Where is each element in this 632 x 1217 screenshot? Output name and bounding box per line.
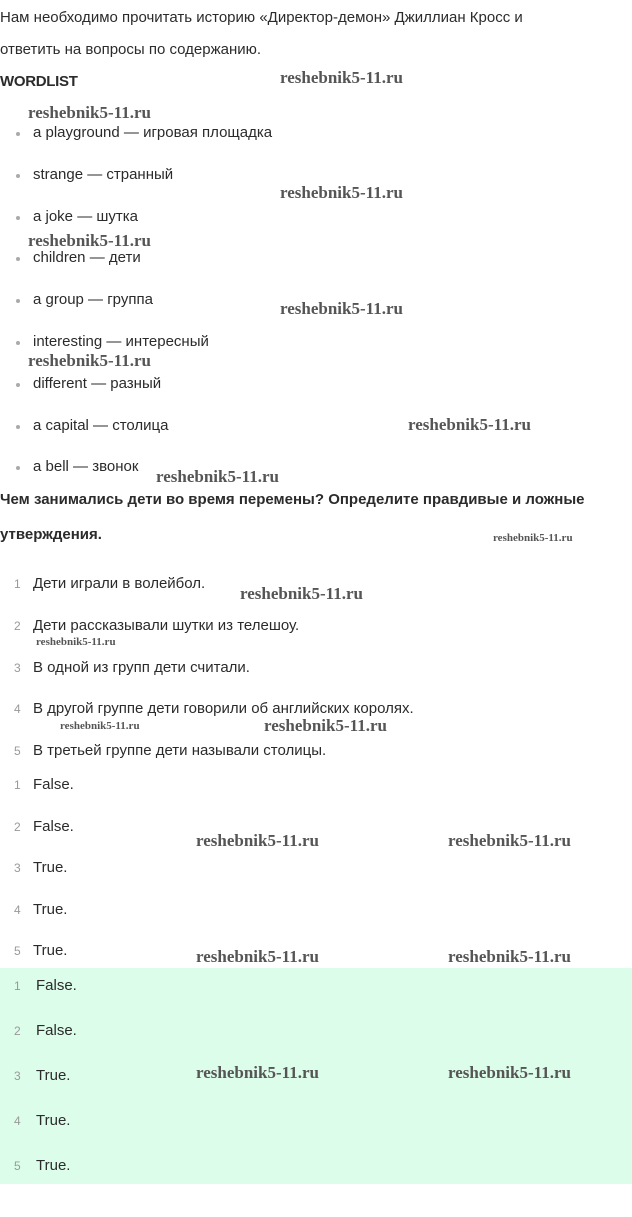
wordlist-item: a capital — столица <box>33 416 169 434</box>
question-line-2: утверждения. <box>0 526 102 543</box>
wordlist-item: a joke — шутка <box>33 207 138 225</box>
watermark-text: reshebnik5-11.ru <box>196 1063 319 1082</box>
list-item-text: В другой группе дети говорили об английских королях. <box>33 700 414 718</box>
watermark-text: reshebnik5-11.ru <box>280 68 403 87</box>
watermark-text: reshebnik5-11.ru <box>240 584 363 603</box>
bullet-icon <box>16 425 20 429</box>
item-number: 4 <box>14 1114 21 1128</box>
wordlist-item: a bell — звонок <box>33 458 139 476</box>
watermark-text: reshebnik5-11.ru <box>196 947 319 966</box>
bullet-icon <box>16 383 20 387</box>
watermark-text: reshebnik5-11.ru <box>28 231 151 250</box>
watermark-text: reshebnik5-11.ru <box>493 532 573 544</box>
wordlist-item: strange — странный <box>33 165 174 183</box>
watermark-text: reshebnik5-11.ru <box>36 636 116 648</box>
wordlist-heading: WORDLIST <box>0 73 78 90</box>
item-number: 2 <box>14 618 21 633</box>
item-number: 4 <box>14 902 21 917</box>
item-number: 3 <box>14 1069 21 1083</box>
item-number: 1 <box>14 577 21 591</box>
list-item-text: False. <box>36 977 77 994</box>
item-number: 3 <box>14 660 21 675</box>
list-item-text: Дети играли в волейбол. <box>33 575 206 592</box>
bullet-icon <box>16 299 20 303</box>
watermark-text: reshebnik5-11.ru <box>448 831 571 850</box>
list-item-text: В третьей группе дети называли столицы. <box>33 742 327 760</box>
item-number: 5 <box>14 744 21 759</box>
watermark-text: reshebnik5-11.ru <box>196 831 319 850</box>
list-item-text: True. <box>33 859 68 876</box>
item-number: 5 <box>14 944 21 958</box>
list-item-text: True. <box>36 1157 71 1174</box>
item-number: 5 <box>14 1159 21 1173</box>
wordlist-item: a group — группа <box>33 291 153 309</box>
watermark-text: reshebnik5-11.ru <box>448 1063 571 1082</box>
item-number: 4 <box>14 702 21 717</box>
list-item-text: Дети рассказывали шутки из телешоу. <box>33 616 300 634</box>
bullet-icon <box>16 216 20 220</box>
item-number: 1 <box>14 979 21 993</box>
bullet-icon <box>16 132 20 136</box>
list-item-text: False. <box>33 776 74 793</box>
watermark-text: reshebnik5-11.ru <box>264 716 387 735</box>
intro-line-2: ответить на вопросы по содержанию. <box>0 41 262 58</box>
list-item-text: True. <box>33 942 68 959</box>
intro-line-1: Нам необходимо прочитать историю «Директор-демон» Джиллиан Кросс и <box>0 9 523 26</box>
wordlist-item: a playground — игровая площадка <box>33 124 273 141</box>
watermark-text: reshebnik5-11.ru <box>408 415 531 434</box>
bullet-icon <box>16 174 20 178</box>
bullet-icon <box>16 466 20 470</box>
watermark-text: reshebnik5-11.ru <box>156 467 279 486</box>
watermark-text: reshebnik5-11.ru <box>60 720 140 732</box>
list-item-text: True. <box>36 1112 71 1129</box>
list-item-text: False. <box>36 1022 77 1039</box>
bullet-icon <box>16 341 20 345</box>
item-number: 2 <box>14 1024 21 1038</box>
watermark-text: reshebnik5-11.ru <box>28 351 151 370</box>
wordlist-item: different — разный <box>33 374 162 392</box>
watermark-text: reshebnik5-11.ru <box>28 103 151 122</box>
wordlist-item: children — дети <box>33 249 141 267</box>
question-line-1: Чем занимались дети во время перемены? Определите правдивые и ложные <box>0 491 585 508</box>
item-number: 3 <box>14 861 21 875</box>
list-item-text: В одной из групп дети считали. <box>33 658 250 676</box>
list-item-text: True. <box>36 1067 71 1084</box>
watermark-text: reshebnik5-11.ru <box>280 299 403 318</box>
watermark-text: reshebnik5-11.ru <box>448 947 571 966</box>
list-item-text: False. <box>33 817 74 835</box>
list-item-text: True. <box>33 900 68 918</box>
bullet-icon <box>16 257 20 261</box>
wordlist-item: interesting — интересный <box>33 333 209 350</box>
item-number: 2 <box>14 819 21 834</box>
item-number: 1 <box>14 778 21 792</box>
watermark-text: reshebnik5-11.ru <box>280 183 403 202</box>
